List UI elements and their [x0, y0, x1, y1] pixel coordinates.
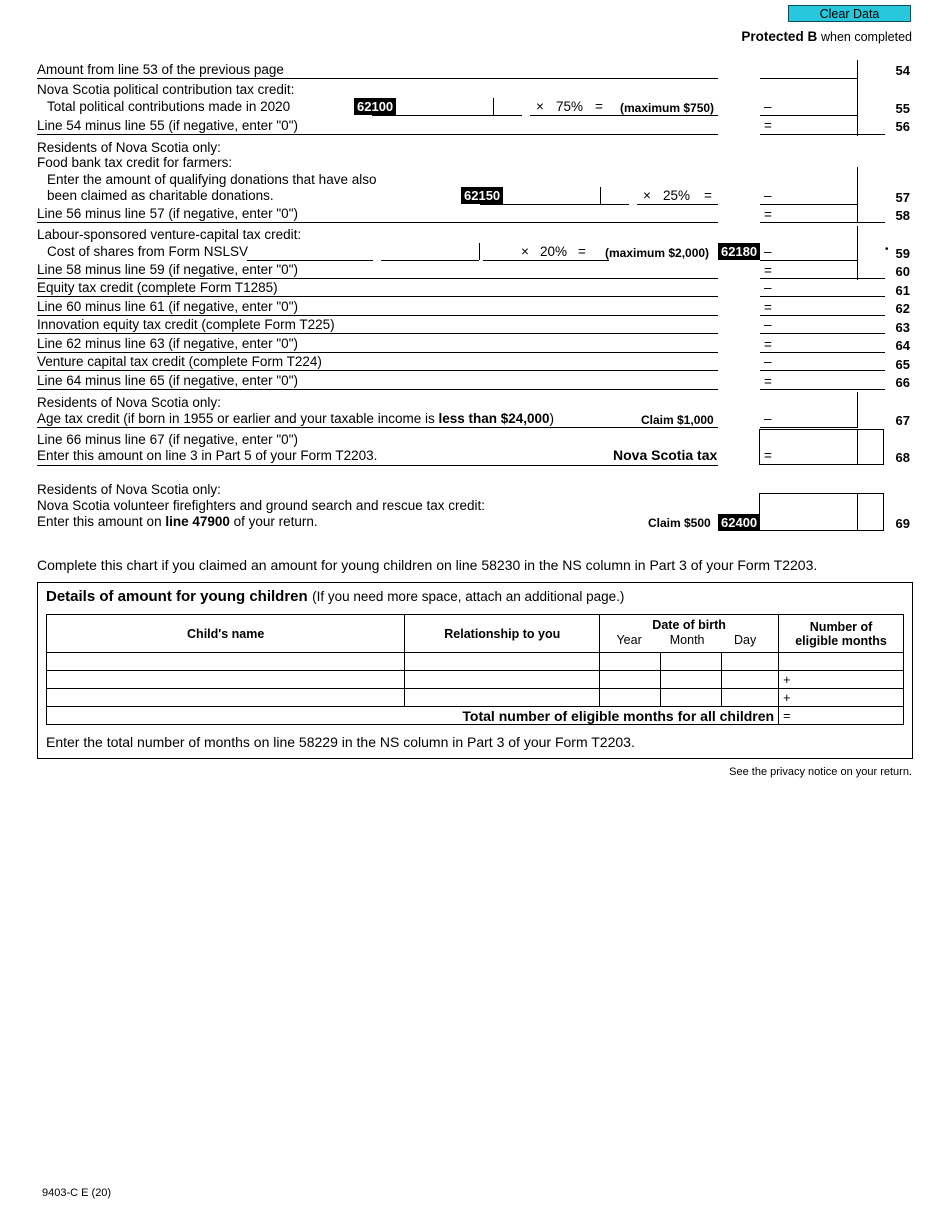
- line-60-input[interactable]: [775, 263, 859, 279]
- code-62400: 62400: [718, 514, 760, 531]
- line-62-input[interactable]: [775, 300, 859, 316]
- plus-sign: +: [783, 690, 791, 705]
- equals-sign: =: [704, 188, 712, 203]
- col-child-name: Child's name: [47, 615, 405, 653]
- minus-sign: –: [764, 188, 772, 203]
- minus-sign: –: [764, 99, 772, 114]
- minus-sign: –: [764, 411, 772, 426]
- table-row: [47, 689, 904, 707]
- line-54-label: Amount from line 53 of the previous page: [37, 62, 284, 77]
- rate-25: 25%: [663, 188, 691, 203]
- birth-year-input[interactable]: [604, 654, 660, 670]
- children-table: [46, 614, 904, 725]
- minus-sign: –: [764, 354, 772, 369]
- minus-sign: –: [764, 280, 772, 295]
- food-bank-donations-input[interactable]: [508, 188, 602, 205]
- line-number-55: 55: [895, 101, 910, 116]
- line-55-label: Total political contributions made in 2020: [47, 99, 291, 114]
- clear-data-button[interactable]: Clear Data: [788, 5, 911, 22]
- chart-intro: Complete this chart if you claimed an amount for young children on line 58230 in the NS column in Part 3 of your Form T2203.: [37, 557, 818, 573]
- line-56-label: Line 54 minus line 55 (if negative, enter "0"): [37, 118, 298, 133]
- col-date-of-birth: Date of birth Year Month Day: [600, 615, 779, 653]
- relationship-input[interactable]: [409, 690, 599, 706]
- line-number-61: 61: [895, 283, 910, 298]
- birth-day-input[interactable]: [726, 654, 778, 670]
- equals-sign: =: [764, 374, 772, 389]
- rate-20: 20%: [540, 244, 568, 259]
- line-64-input[interactable]: [775, 337, 859, 353]
- relationship-input[interactable]: [409, 672, 599, 688]
- nslsv-shares-input[interactable]: [383, 244, 481, 261]
- line-number-64: 64: [895, 338, 910, 353]
- claim-500: Claim $500: [648, 516, 711, 530]
- equals-sign: =: [764, 300, 772, 315]
- line-number-66: 66: [895, 375, 910, 390]
- col-eligible-months: Number of eligible months: [779, 615, 904, 653]
- privacy-notice: See the privacy notice on your return.: [729, 766, 912, 778]
- table-row: [47, 653, 904, 671]
- line-63-input[interactable]: [775, 318, 859, 334]
- max-750: (maximum $750): [620, 101, 715, 115]
- birth-day-input[interactable]: [726, 672, 778, 688]
- line-56-input[interactable]: [775, 118, 859, 135]
- line-61-label: Equity tax credit (complete Form T1285): [37, 280, 278, 295]
- birth-day-input[interactable]: [726, 690, 778, 706]
- line-66-label: Line 64 minus line 65 (if negative, enter "0"): [37, 373, 298, 388]
- food-bank-text-1: Enter the amount of qualifying donations that have also: [47, 172, 377, 187]
- line-64-label: Line 62 minus line 63 (if negative, enter "0"): [37, 336, 298, 351]
- chart-footer: Enter the total number of months on line 58229 in the NS column in Part 3 of your Form T2203.: [46, 734, 635, 750]
- residents-only-heading: Residents of Nova Scotia only:: [37, 395, 221, 410]
- line-66-input[interactable]: [775, 374, 859, 390]
- line-61-input[interactable]: [775, 281, 859, 297]
- line-number-62: 62: [895, 301, 910, 316]
- line-65-label: Venture capital tax credit (complete Form T224): [37, 354, 322, 369]
- line-number-58: 58: [895, 208, 910, 223]
- line-59-label: Cost of shares from Form NSLSV: [47, 244, 249, 259]
- minus-sign: –: [764, 244, 772, 259]
- line-number-68: 68: [895, 450, 910, 465]
- times-sign: ×: [521, 244, 529, 259]
- code-62180: 62180: [718, 243, 760, 260]
- minus-sign: –: [764, 317, 772, 332]
- equals-sign: =: [595, 99, 603, 114]
- line-number-56: 56: [895, 119, 910, 134]
- code-62150: 62150: [461, 187, 503, 204]
- line-59-input[interactable]: [775, 244, 859, 261]
- political-contributions-input[interactable]: [400, 99, 496, 116]
- residents-only-heading: Residents of Nova Scotia only:: [37, 482, 221, 497]
- col-year: Year: [616, 633, 642, 647]
- equals-sign: =: [764, 118, 772, 133]
- line-57-input[interactable]: [775, 188, 859, 205]
- line-number-63: 63: [895, 320, 910, 335]
- equals-sign: =: [764, 337, 772, 352]
- political-contribution-heading: Nova Scotia political contribution tax credit:: [37, 82, 295, 97]
- birth-year-input[interactable]: [604, 690, 660, 706]
- total-months-label: Total number of eligible months for all children: [47, 707, 779, 725]
- firefighters-heading: Nova Scotia volunteer firefighters and ground search and rescue tax credit:: [37, 498, 485, 513]
- bullet-icon: •: [885, 244, 889, 255]
- claim-1000: Claim $1,000: [641, 413, 714, 427]
- line-number-59: 59: [895, 246, 910, 261]
- eligible-months-input[interactable]: [783, 654, 903, 670]
- max-2000: (maximum $2,000): [605, 246, 710, 260]
- nova-scotia-tax-input[interactable]: [775, 448, 859, 465]
- equals-sign: =: [783, 708, 791, 723]
- code-62100: 62100: [354, 98, 396, 115]
- total-row: [47, 707, 904, 725]
- line-67-label: Age tax credit (if born in 1955 or earlier and your taxable income is less than $24,000): [37, 411, 555, 426]
- line-62-label: Line 60 minus line 61 (if negative, enter "0"): [37, 299, 298, 314]
- equals-sign: =: [764, 207, 772, 222]
- line-68-text-1: Line 66 minus line 67 (if negative, enter "0"): [37, 432, 298, 447]
- equals-sign: =: [764, 263, 772, 278]
- food-bank-heading: Food bank tax credit for farmers:: [37, 155, 233, 170]
- protected-b-label: Protected B when completed: [741, 29, 912, 44]
- line-65-input[interactable]: [775, 355, 859, 371]
- line-54-input[interactable]: [762, 62, 860, 79]
- rate-75: 75%: [556, 99, 584, 114]
- labour-sponsored-heading: Labour-sponsored venture-capital tax credit:: [37, 227, 302, 242]
- plus-sign: +: [783, 672, 791, 687]
- form-id: 9403-C E (20): [42, 1187, 112, 1199]
- nova-scotia-tax-label: Nova Scotia tax: [613, 447, 718, 463]
- line-number-67: 67: [895, 413, 910, 428]
- equals-sign: =: [578, 244, 586, 259]
- line-58-input[interactable]: [775, 207, 859, 224]
- line-58-label: Line 56 minus line 57 (if negative, enter "0"): [37, 206, 298, 221]
- line-number-60: 60: [895, 264, 910, 279]
- line-67-input[interactable]: [775, 411, 859, 428]
- col-day: Day: [734, 633, 757, 647]
- birth-month-input[interactable]: [665, 690, 721, 706]
- table-row: [47, 671, 904, 689]
- line-69-label: Enter this amount on line 47900 of your return.: [37, 514, 318, 529]
- child-name-input[interactable]: [51, 654, 404, 670]
- line-number-54: 54: [895, 63, 910, 78]
- birth-month-input[interactable]: [665, 654, 721, 670]
- line-55-input[interactable]: [775, 99, 859, 116]
- col-relationship: Relationship to you: [405, 615, 600, 653]
- times-sign: ×: [536, 99, 544, 114]
- times-sign: ×: [643, 188, 651, 203]
- relationship-input[interactable]: [409, 654, 599, 670]
- young-children-title: Details of amount for young children (If you need more space, attach an additional page.): [46, 588, 625, 605]
- child-name-input[interactable]: [51, 672, 404, 688]
- child-name-input[interactable]: [51, 690, 404, 706]
- line-63-label: Innovation equity tax credit (complete Form T225): [37, 317, 335, 332]
- birth-month-input[interactable]: [665, 672, 721, 688]
- equals-sign: =: [764, 448, 772, 463]
- food-bank-text-2: been claimed as charitable donations.: [47, 188, 274, 203]
- line-number-57: 57: [895, 190, 910, 205]
- line-number-69: 69: [895, 516, 910, 531]
- birth-year-input[interactable]: [604, 672, 660, 688]
- line-68-text-2: Enter this amount on line 3 in Part 5 of your Form T2203.: [37, 448, 378, 463]
- line-number-65: 65: [895, 357, 910, 372]
- firefighters-credit-input[interactable]: [762, 512, 859, 530]
- col-month: Month: [669, 633, 705, 647]
- residents-only-heading: Residents of Nova Scotia only:: [37, 140, 221, 155]
- line-60-label: Line 58 minus line 59 (if negative, enter "0"): [37, 262, 298, 277]
